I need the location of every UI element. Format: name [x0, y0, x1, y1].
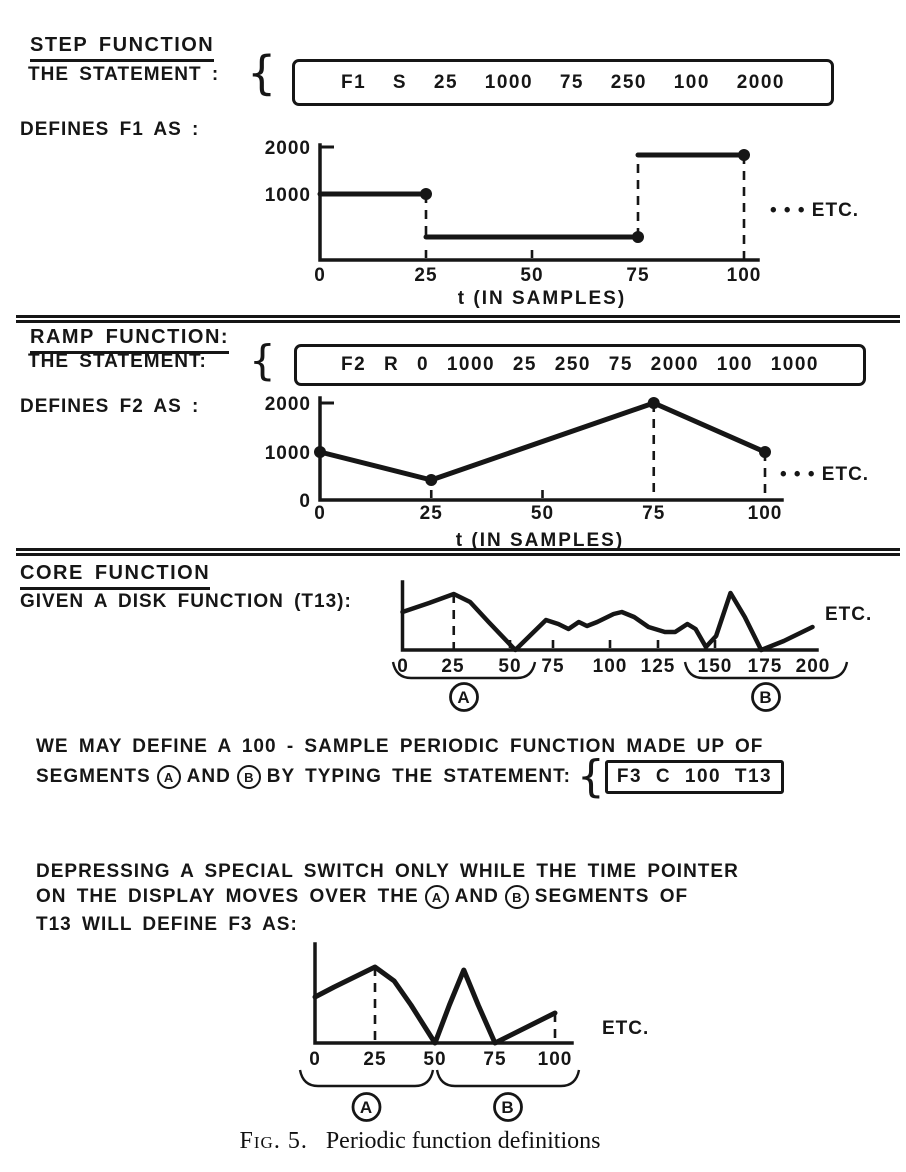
- y-tick-label: 2000: [264, 138, 311, 159]
- f3-chart: [280, 936, 710, 1124]
- axes: [315, 944, 572, 1043]
- segment-brace: [437, 1070, 579, 1086]
- left-brace-icon: {: [247, 46, 277, 100]
- step-statement-text: F1 S 25 1000 75 250 100 2000: [340, 71, 785, 93]
- ramp-defines-label: DEFINES F2 AS :: [20, 396, 200, 417]
- step-defines-label: DEFINES F1 AS :: [20, 119, 200, 140]
- x-tick-label: 25: [363, 1049, 387, 1070]
- data-point: [425, 474, 437, 486]
- function-curve: [403, 593, 813, 650]
- y-tick-label: 2000: [264, 394, 311, 415]
- x-tick-label: 0: [314, 503, 326, 524]
- x-tick-label: 0: [397, 656, 409, 677]
- axes: [320, 145, 758, 260]
- figure-number: Fig. 5.: [239, 1128, 308, 1154]
- x-tick-label: 50: [423, 1049, 447, 1070]
- step-section-title: STEP FUNCTION: [30, 34, 214, 62]
- disk-chart: [385, 572, 906, 724]
- x-tick-label: 75: [626, 265, 650, 286]
- x-tick-label: 25: [419, 503, 443, 524]
- left-brace-icon: {: [576, 751, 605, 802]
- compose-line2-text-c: BY TYPING THE STATEMENT:: [266, 766, 571, 787]
- x-tick-label: 100: [747, 503, 783, 524]
- figure-caption: [0, 1128, 840, 1155]
- x-tick-label: 100: [726, 265, 762, 286]
- etc-annotation: ETC.: [602, 1018, 650, 1039]
- segment-label: A: [359, 1098, 374, 1117]
- segment-a-badge: A: [157, 765, 181, 789]
- x-tick-label: 50: [498, 656, 522, 677]
- switch-line2-text-b: AND: [454, 886, 499, 907]
- x-axis-label: t (IN SAMPLES): [455, 530, 625, 551]
- step-statement-box: [292, 59, 834, 106]
- x-tick-label: 125: [640, 656, 676, 677]
- x-tick-label: 75: [541, 656, 565, 677]
- y-tick-label: 1000: [264, 185, 311, 206]
- function-curve: [315, 967, 555, 1043]
- x-tick-label: 150: [697, 656, 733, 677]
- left-brace-icon: {: [249, 336, 276, 385]
- step-chart: [130, 132, 906, 317]
- section-divider: [16, 315, 900, 323]
- ramp-section-title: RAMP FUNCTION:: [30, 326, 229, 354]
- ramp-chart: [130, 390, 906, 550]
- x-tick-label: 75: [483, 1049, 507, 1070]
- etc-annotation: • • • ETC.: [780, 464, 870, 485]
- axes: [320, 398, 782, 500]
- x-tick-label: 200: [795, 656, 831, 677]
- x-tick-label: 0: [309, 1049, 321, 1070]
- compose-line2-text-b: AND: [186, 766, 231, 787]
- compose-line2-text-a: SEGMENTS: [36, 766, 151, 787]
- segment-label: B: [501, 1098, 515, 1117]
- compose-line2: [36, 751, 784, 802]
- step-statement-label: THE STATEMENT :: [28, 64, 220, 85]
- x-tick-label: 50: [520, 265, 544, 286]
- x-tick-label: 100: [537, 1049, 573, 1070]
- switch-line2-text-c: SEGMENTS OF: [534, 886, 689, 907]
- ramp-line: [320, 403, 765, 480]
- x-axis-label: t (IN SAMPLES): [457, 288, 627, 309]
- section-divider: [16, 548, 900, 556]
- switch-line2-text-a: ON THE DISPLAY MOVES OVER THE: [36, 886, 419, 907]
- core-statement-box: F3 C 100 T13: [605, 760, 784, 794]
- figure-caption-text: Periodic function definitions: [325, 1128, 601, 1154]
- x-tick-label: 0: [314, 265, 326, 286]
- segment-b-badge: B: [505, 885, 529, 909]
- x-tick-label: 50: [530, 503, 555, 524]
- segment-label: B: [759, 688, 773, 707]
- segment-a-badge: A: [425, 885, 449, 909]
- data-point: [314, 446, 326, 458]
- compose-line1: WE MAY DEFINE A 100 - SAMPLE PERIODIC FUNCTION MADE UP OF: [36, 736, 764, 757]
- segment-b-badge: B: [237, 765, 261, 789]
- switch-line3: T13 WILL DEFINE F3 AS:: [36, 914, 298, 935]
- x-tick-label: 100: [592, 656, 628, 677]
- ramp-statement-box: [294, 344, 866, 386]
- segment-label: A: [457, 688, 471, 707]
- x-tick-label: 75: [642, 503, 666, 524]
- switch-line1: DEPRESSING A SPECIAL SWITCH ONLY WHILE THE TIME POINTER: [36, 861, 739, 882]
- etc-annotation: • • • ETC.: [770, 200, 860, 221]
- x-tick-label: 25: [441, 656, 465, 677]
- etc-annotation: ETC.: [825, 604, 873, 625]
- x-tick-label: 175: [747, 656, 783, 677]
- segment-brace: [300, 1070, 433, 1086]
- disk-function-label: GIVEN A DISK FUNCTION (T13):: [20, 591, 352, 612]
- ramp-statement-text: F2 R 0 1000 25 250 75 2000 100 1000: [341, 354, 819, 375]
- y-tick-label: 1000: [264, 443, 311, 464]
- switch-line2: [36, 884, 688, 910]
- x-tick-label: 25: [414, 265, 438, 286]
- y-tick-label: 0: [299, 491, 311, 512]
- core-section-title: CORE FUNCTION: [20, 562, 210, 590]
- ramp-statement-label: THE STATEMENT:: [28, 351, 207, 372]
